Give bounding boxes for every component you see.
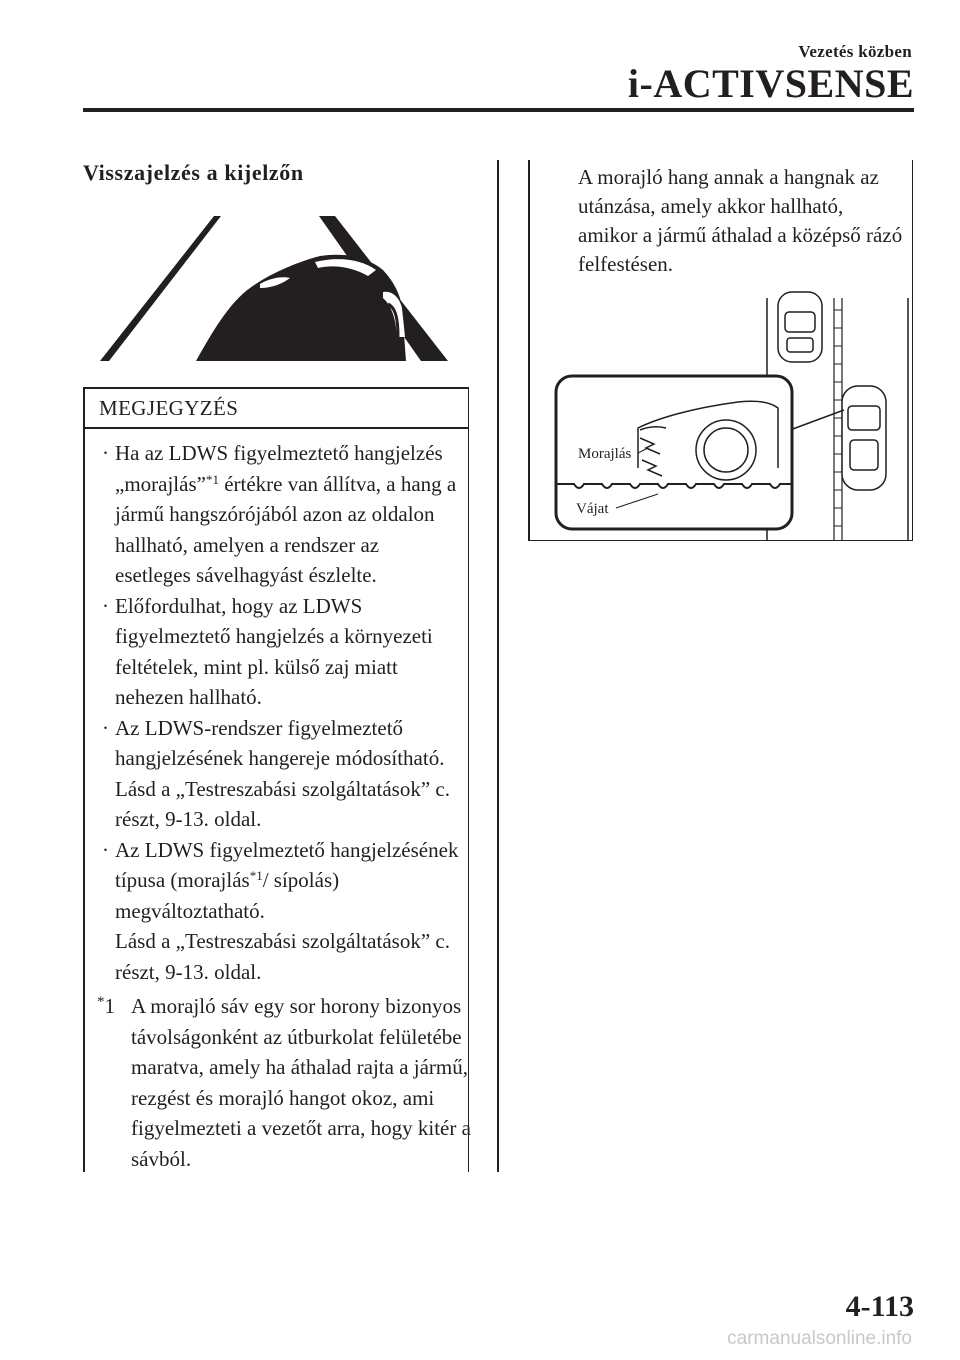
section-heading: Visszajelzés a kijelzőn [83,160,304,185]
watermark: carmanualsonline.info [727,1328,912,1349]
note-item [83,713,469,835]
note-text: Az LDWS figyelmeztető hangjelzésének típusa (morajlás$^{*1}$/ sípolás) megváltoztatható. [115,837,459,923]
bullet: · [102,837,109,862]
note-reference: Lásd a „Testreszabási szolgáltatások” c. részt, 9-13. oldal. [115,776,450,831]
note-list [83,438,469,987]
left-lane-line [100,216,221,361]
top-view-car-upper [778,292,822,362]
rumble-grooves [834,310,842,526]
footnote-mark: *1 [97,994,115,1018]
note-item [83,438,469,591]
page-number: 4-113 [845,1290,914,1323]
note-box [83,387,469,1172]
note-text: Ha az LDWS figyelmeztető hangjelzés „morajlás”$^{*1}$ értékre van állítva, a hang a jármű hangszórójából azon az oldalon hallható, amelyen a rendszer az esetleges sávelhagyást észlelte. [115,441,457,587]
rumble-description: A morajló hang annak a hangnak az utánzása, amely akkor hallható, amikor a jármű áthalad a középső rázó felfestésen. [578,165,903,276]
header-section-label: Vezetés közben [798,42,912,61]
note-item [83,835,469,988]
footnote-text: A morajló sáv egy sor horony bizonyos távolságonként az útburkolat felületébe maratva, amely ha áthalad rajta a jármű, rezgést és morajló hangot okoz, ami figyelmezteti a vezetőt arra, hogy kitér a sávból. [131,994,471,1171]
label-groove: Vájat [576,501,609,517]
note-item [83,591,469,713]
rumble-strip-box [528,160,913,541]
header-title: i-ACTIVSENSE [627,61,914,106]
footnote-ref: *1 [249,868,263,883]
label-rumble: Morajlás [578,446,632,462]
footnote-ref: *1 [205,471,219,487]
lane-departure-display-illustration [100,212,450,364]
note-reference: Lásd a „Testreszabási szolgáltatások” c. részt, 9-13. oldal. [115,929,450,984]
bullet: · [102,441,109,465]
rumble-strip-illustration [528,290,913,540]
header-rule [83,108,914,112]
callout-line [790,410,844,430]
note-title: MEGJEGYZÉS [99,396,239,420]
footnote [83,991,527,1174]
bullet: · [102,593,109,618]
bullet: · [102,715,109,740]
top-view-car-lower [842,386,886,490]
note-text: Az LDWS-rendszer figyelmeztető hangjelzésének hangereje módosítható. [115,715,445,770]
note-text: Előfordulhat, hogy az LDWS figyelmeztető hangjelzés a környezeti feltételek, mint pl. külső zaj miatt nehezen hallható. [115,593,433,709]
column-divider [497,160,499,1172]
